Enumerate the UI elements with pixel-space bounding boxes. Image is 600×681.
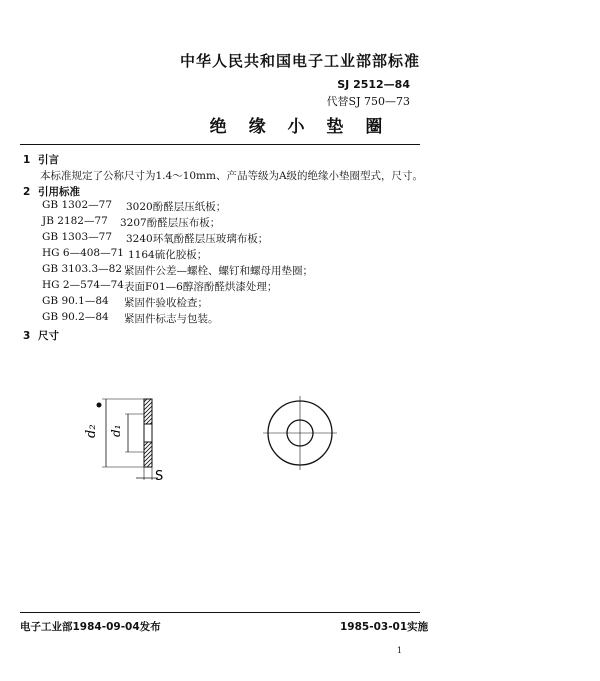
section-2-heading xyxy=(23,184,80,199)
reference-desc: 紧固件验收检查； xyxy=(124,297,208,309)
page-number: 1 xyxy=(397,646,403,655)
footer-rule xyxy=(20,612,420,613)
section-3-heading xyxy=(23,328,59,343)
reference-item xyxy=(42,231,112,243)
reference-item xyxy=(42,199,112,211)
reference-desc: 3240环氧酚醛层压玻璃布板； xyxy=(126,233,269,245)
reference-item xyxy=(42,279,124,291)
reference-desc: 1164硫化胶板； xyxy=(128,249,208,261)
replaces-standard: 代替SJ 750—73 xyxy=(326,95,410,108)
reference-item xyxy=(42,263,122,275)
effective-date: 1985-03-01实施 xyxy=(340,621,429,633)
reference-code: GB 1302—77 xyxy=(42,199,113,211)
document-title: 绝 缘 小 垫 圈 xyxy=(209,117,391,137)
section-number: 2 xyxy=(23,186,31,198)
reference-item xyxy=(42,247,124,259)
header-rule xyxy=(20,144,420,145)
section-number: 3 xyxy=(23,330,31,342)
reference-item xyxy=(42,295,109,307)
section-number: 1 xyxy=(23,154,31,166)
label-d2: d₂ xyxy=(84,424,99,438)
section-title: 引言 xyxy=(38,154,59,166)
reference-code: JB 2182—77 xyxy=(42,215,108,227)
reference-desc: 3020酚醛层压纸板； xyxy=(126,201,227,213)
section-title: 尺寸 xyxy=(38,330,59,342)
reference-code: GB 90.1—84 xyxy=(42,295,109,307)
reference-code: HG 6—408—71 xyxy=(42,247,124,259)
reference-code: HG 2—574—74 xyxy=(42,279,124,291)
reference-code: GB 90.2—84 xyxy=(42,311,109,323)
label-d1: d₁ xyxy=(109,424,123,437)
reference-code: GB 3103.3—82 xyxy=(42,263,123,275)
mark-dot xyxy=(97,403,102,408)
intro-text: 本标准规定了公称尺寸为1.4～10mm、产品等级为A级的绝缘小垫圈型式，尺寸。 xyxy=(40,170,424,182)
section-lower xyxy=(144,442,152,467)
washer-front-view-drawing xyxy=(262,395,338,471)
reference-desc: 紧固件公差—螺栓、螺钉和螺母用垫圈； xyxy=(124,265,313,277)
reference-item xyxy=(42,311,109,323)
reference-item xyxy=(42,215,108,227)
issue-info: 电子工业部1984-09-04发布 xyxy=(20,621,161,633)
label-s: S xyxy=(155,469,164,484)
reference-desc: 3207酚醛层压布板； xyxy=(120,217,221,229)
section-title: 引用标准 xyxy=(38,186,80,198)
reference-desc: 紧固件标志与包装。 xyxy=(124,313,219,325)
washer-section-drawing xyxy=(80,390,190,490)
section-1-heading xyxy=(23,152,59,167)
reference-desc: 表面F01—6醇溶酚醛烘漆处理； xyxy=(124,281,278,293)
ministry-standard-heading: 中华人民共和国电子工业部部标准 xyxy=(179,52,420,70)
section-upper xyxy=(144,399,152,424)
reference-code: GB 1303—77 xyxy=(42,231,113,243)
standard-number: SJ 2512—84 xyxy=(337,78,410,91)
